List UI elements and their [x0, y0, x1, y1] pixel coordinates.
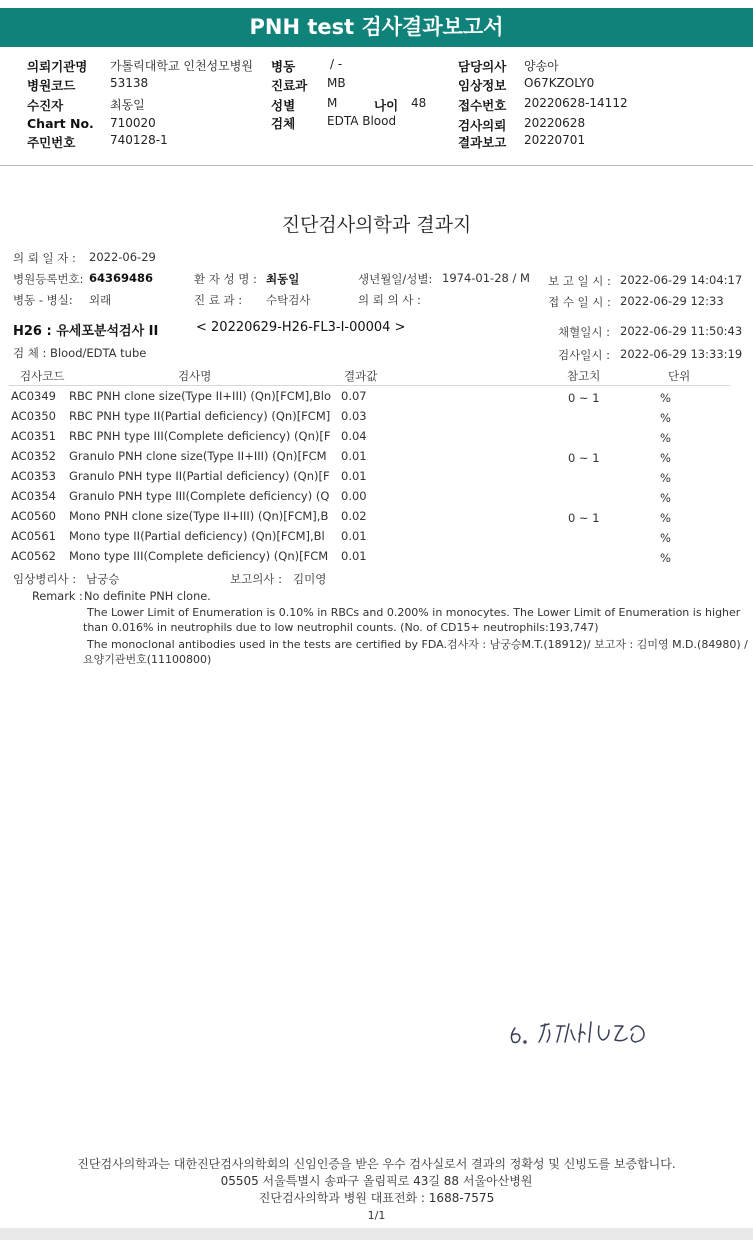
row-unit: %	[660, 451, 671, 465]
row-result: 0.01	[341, 469, 367, 483]
pathologist-value: 남궁승	[86, 572, 120, 586]
row-unit: %	[660, 471, 671, 485]
result-date-label: 결과보고	[458, 135, 507, 150]
specimen-label: 검체	[271, 116, 296, 131]
request-date-value: 20220628	[524, 116, 586, 130]
row-name: Granulo PNH type III(Complete deficiency) (Q	[69, 489, 330, 503]
col-header-unit: 단위	[668, 369, 691, 383]
remark-label: Remark :	[32, 590, 83, 603]
row-result: 0.00	[341, 489, 367, 503]
collect-value: 2022-06-29 11:50:43	[620, 324, 743, 338]
row-name: RBC PNH clone size(Type II+III) (Qn)[FCM],Blo	[69, 389, 331, 403]
doctor-label: 담당의사	[458, 59, 507, 74]
received-label: 접 수 일 시 :	[548, 295, 611, 309]
chart-no-value: 710020	[110, 116, 156, 130]
handwritten-signature	[505, 1012, 655, 1054]
header-divider	[0, 165, 753, 166]
clinical-info-value: O67KZOLY0	[524, 76, 595, 90]
row-unit: %	[660, 491, 671, 505]
sex-value: M	[327, 96, 338, 110]
remark-line-5: 요양기관번호(11100800)	[83, 653, 212, 666]
resident-no-label: 주민번호	[27, 135, 76, 150]
row-unit: %	[660, 551, 671, 565]
col-header-result: 결과값	[344, 369, 378, 383]
pathologist-label: 임상병리사 :	[13, 572, 77, 586]
row-unit: %	[660, 391, 671, 405]
remark-line-3: than 0.016% in neutrophils due to low neutrophil counts. (No. of CD15+ neutrophils:193,747)	[83, 621, 599, 634]
row-result: 0.01	[341, 549, 367, 563]
referring-doctor-label: 의 뢰 의 사 :	[358, 293, 421, 307]
specimen-value: EDTA Blood	[327, 114, 397, 128]
row-result: 0.02	[341, 509, 367, 523]
page-number: 1/1	[367, 1209, 386, 1222]
row-ref: 0 ~ 1	[568, 511, 600, 525]
request-date-label: 검사의뢰	[458, 118, 507, 133]
reporter-value: 김미영	[293, 572, 327, 586]
row-name: Mono type II(Partial deficiency) (Qn)[FCM],Bl	[69, 529, 325, 543]
dob-value: 1974-01-28 / M	[442, 271, 530, 285]
row-name: Mono PNH clone size(Type II+III) (Qn)[FCM],B	[69, 509, 329, 523]
col-header-code: 검사코드	[20, 369, 65, 383]
report-date-label: 보 고 일 시 :	[548, 274, 611, 288]
chart-no-label: Chart No.	[27, 116, 94, 131]
row-code: AC0353	[11, 469, 56, 483]
received-value: 2022-06-29 12:33	[620, 294, 724, 308]
hospital-code-label: 병원코드	[27, 78, 76, 93]
row-name: RBC PNH type III(Complete deficiency) (Qn)[F	[69, 429, 331, 443]
row-name: Granulo PNH type II(Partial deficiency) (Qn)[F	[69, 469, 330, 483]
row-result: 0.07	[341, 389, 367, 403]
row-unit: %	[660, 511, 671, 525]
collect-label: 채혈일시 :	[558, 325, 610, 339]
row-code: AC0354	[11, 489, 56, 503]
institution-label: 의뢰기관명	[27, 59, 88, 74]
row-code: AC0350	[11, 409, 56, 423]
footer-certification: 진단검사의학과는 대한진단검사의학회의 신임인증을 받은 우수 검사실로서 결과의 정확성 및 신빙도를 보증합니다.	[77, 1157, 676, 1171]
receipt-no-label: 접수번호	[458, 98, 507, 113]
age-label: 나이	[374, 98, 399, 113]
row-ref: 0 ~ 1	[568, 451, 600, 465]
patient-label: 수진자	[27, 98, 64, 113]
row-code: AC0562	[11, 549, 56, 563]
accession-number: < 20220629-H26-FL3-I-00004 >	[196, 320, 406, 335]
footer-address: 05505 서울특별시 송파구 올림픽로 43길 88 서울아산병원	[220, 1174, 533, 1188]
row-code: AC0349	[11, 389, 56, 403]
remark-line-1: No definite PNH clone.	[84, 590, 211, 603]
clinical-info-label: 임상정보	[458, 78, 507, 93]
row-name: RBC PNH type II(Partial deficiency) (Qn)[FCM]	[69, 409, 331, 423]
row-code: AC0561	[11, 529, 56, 543]
doctor-value: 양송아	[524, 59, 559, 73]
ward-value: / -	[330, 57, 343, 71]
sex-label: 성별	[271, 98, 296, 113]
result-date-value: 20220701	[524, 133, 586, 147]
clinic-dept-value: 수탁검사	[266, 293, 311, 307]
ward-label: 병동	[271, 59, 296, 74]
section-title: H26 : 유세포분석검사 II	[13, 324, 159, 339]
clinic-dept-label: 진 료 과 :	[194, 293, 243, 307]
patient-name-value: 최동일	[266, 272, 300, 286]
footer-contact: 진단검사의학과 병원 대표전화 : 1688-7575	[258, 1191, 495, 1205]
row-code: AC0351	[11, 429, 56, 443]
ward-room-value: 외래	[89, 293, 112, 307]
row-name: Granulo PNH clone size(Type II+III) (Qn)[FCM	[69, 449, 327, 463]
dept-label: 진료과	[271, 78, 308, 93]
dob-label: 생년월일/성별:	[358, 272, 433, 286]
bottom-strip	[0, 1228, 753, 1240]
reg-no-label: 병원등록번호:	[13, 272, 84, 286]
resident-no-value: 740128-1	[110, 133, 168, 147]
receipt-no-value: 20220628-14112	[524, 96, 628, 110]
receipt-date-label: 의 뢰 일 자 :	[13, 251, 76, 265]
row-code: AC0352	[11, 449, 56, 463]
institution-value: 가톨릭대학교 인천성모병원	[110, 59, 253, 73]
reg-no-value: 64369486	[89, 271, 154, 285]
patient-name-label: 환 자 성 명 :	[194, 272, 257, 286]
row-name: Mono type III(Complete deficiency) (Qn)[FCM	[69, 549, 329, 563]
col-header-name: 검사명	[178, 369, 212, 383]
tested-value: 2022-06-29 13:33:19	[620, 347, 743, 361]
tested-label: 검사일시 :	[558, 348, 610, 362]
row-unit: %	[660, 531, 671, 545]
remark-line-4: The monoclonal antibodies used in the tests are certified by FDA.검사자 : 남궁승M.T.(18912)/ 보고자 : 김미영 M.D.(84980) /	[87, 638, 748, 651]
row-code: AC0560	[11, 509, 56, 523]
specimen-line: 검 체 : Blood/EDTA tube	[13, 346, 147, 360]
report-header-title: PNH test 검사결과보고서	[0, 8, 753, 47]
age-value: 48	[411, 96, 427, 110]
hospital-code-value: 53138	[110, 76, 149, 90]
patient-value: 최동일	[110, 98, 145, 112]
receipt-date-value: 2022-06-29	[89, 250, 156, 264]
row-unit: %	[660, 411, 671, 425]
report-title: 진단검사의학과 결과지	[281, 214, 472, 236]
row-ref: 0 ~ 1	[568, 391, 600, 405]
row-unit: %	[660, 431, 671, 445]
report-date-value: 2022-06-29 14:04:17	[620, 273, 743, 287]
row-result: 0.01	[341, 449, 367, 463]
remark-line-2: The Lower Limit of Enumeration is 0.10% in RBCs and 0.200% in monocytes. The Lower Limit of Enumeration is higher	[87, 606, 741, 619]
dept-value: MB	[327, 76, 346, 90]
ward-room-label: 병동 - 병실:	[13, 293, 73, 307]
reporter-label: 보고의사 :	[230, 572, 282, 586]
row-result: 0.01	[341, 529, 367, 543]
col-header-ref: 참고치	[567, 369, 601, 383]
row-result: 0.03	[341, 409, 367, 423]
row-result: 0.04	[341, 429, 367, 443]
table-header-divider	[8, 385, 730, 386]
